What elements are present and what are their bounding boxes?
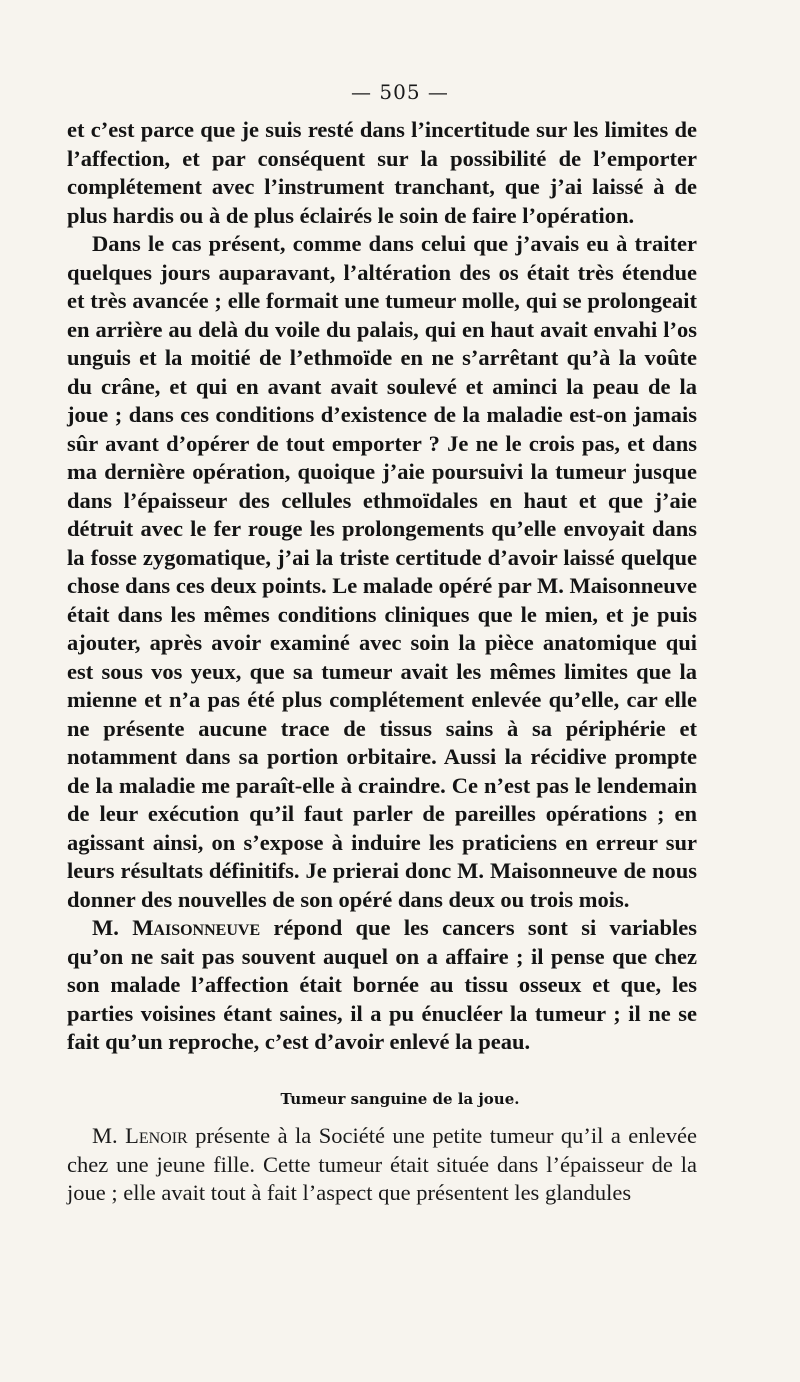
- reply-prefix: M.: [92, 915, 119, 940]
- final-prefix: M.: [92, 1123, 118, 1148]
- final-text-body: présente à la Société une petite tumeur qu’il a enlevée chez une jeune fille. Cette tumeur était située dans l’épaisseur de la joue ; elle avait tout à fait l’aspect que présentent les glandules: [67, 1123, 697, 1205]
- page-number: — 505 —: [351, 80, 449, 104]
- final-speaker: Lenoir: [125, 1123, 188, 1148]
- paragraph-discussion: Dans le cas présent, comme dans celui que j’avais eu à traiter quelques jours auparavant, l’altération des os était très étendue et très avancée ; elle formait une tumeur molle, qui se prolongeait en arrière au delà du voile du palais, qui en haut avait envahi l’os unguis et la moitié de l’ethmoïde en ne s’arrêtant qu’à la voûte du crâne, et qui en avant avait soulevé et aminci la peau de la joue ; dans ces conditions d’existence de la maladie est-on jamais sûr avant d’opérer de tout emporter ? Je ne le crois pas, et dans ma dernière opération, quoique j’aie poursuivi la tumeur jusque dans l’épaisseur des cellules ethmoïdales en haut et que j’aie détruit avec le fer rouge les prolongements qu’elle envoyait dans la fosse zygomatique, j’ai la triste certitude d’avoir laissé quelque chose dans ces deux points. Le malade opéré par M. Maisonneuve était dans les mêmes conditions cliniques que le mien, et je puis ajouter, après avoir examiné avec soin la pièce anatomique qui est sous vos yeux, que sa tumeur avait les mêmes limites que la mienne et n’a pas été plus complétement enlevée qu’elle, car elle ne présente aucune trace de tissus sains à sa périphérie et notamment dans sa portion orbitaire. Aussi la récidive prompte de la maladie me paraît-elle à craindre. Ce n’est pas le lendemain de leur exécution qu’il faut parler de pareilles opérations ; en agissant ainsi, on s’expose à induire les praticiens en erreur sur leurs résultats définitifs. Je prierai donc M. Maisonneuve de nous donner des nouvelles de son opéré dans deux ou trois mois.: [67, 231, 697, 912]
- main-text: [67, 116, 697, 1057]
- paragraph-lenoir: [67, 1122, 697, 1208]
- reply-speaker: Maisonneuve: [132, 915, 261, 940]
- final-text: [67, 1122, 697, 1208]
- paragraph-continuation: et c’est parce que je suis resté dans l’incertitude sur les limites de l’affection, et par conséquent sur la possibilité de l’emporter complétement avec l’instrument tranchant, que j’ai laissé à de plus hardis ou à de plus éclairés le soin de faire l’opération.: [67, 117, 697, 228]
- paragraph-reply: [67, 914, 697, 1057]
- reply-text: répond que les cancers sont si variables qu’on ne sait pas souvent auquel on a affaire ; il pense que chez son malade l’affection était bornée au tissu osseux et que, les parties voisines étant saines, il a pu énucléer la tumeur ; il ne se fait qu’un reproche, c’est d’avoir enlevé la peau.: [67, 915, 698, 1054]
- section-title: Tumeur sanguine de la joue.: [280, 1090, 520, 1108]
